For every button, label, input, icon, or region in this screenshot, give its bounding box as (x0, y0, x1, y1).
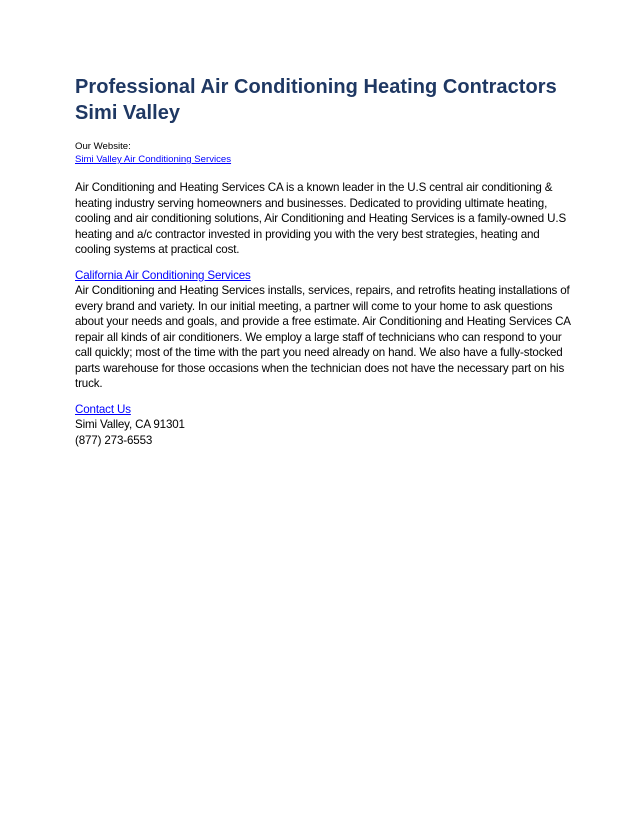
title-line-1: Professional Air Conditioning Heating Contractors (75, 76, 557, 98)
title-line-2: Simi Valley (75, 102, 181, 124)
services-section (75, 268, 575, 392)
contact-us-link[interactable]: Contact Us (75, 402, 131, 416)
intro-paragraph: Air Conditioning and Heating Services CA is a known leader in the U.S central air conditioning & heating industry serving homeowners and businesses. Dedicated to providing ultimate heating, cooling and air conditioning solutions, Air Conditioning and Heating Services is a family-owned U.S heating and a/c contractor invested in providing you with the very best strategies, heating and cooling systems at practical cost. (75, 181, 567, 256)
website-label: Our Website: (75, 141, 131, 152)
california-services-link[interactable]: California Air Conditioning Services (75, 268, 251, 282)
document-page (75, 74, 575, 448)
address-text: Simi Valley, CA 91301 (75, 418, 185, 431)
phone-text: (877) 273-6553 (75, 433, 153, 447)
contact-section (75, 402, 575, 449)
page-title (75, 74, 575, 126)
website-link[interactable]: Simi Valley Air Conditioning Services (75, 154, 232, 165)
services-paragraph: Air Conditioning and Heating Services installs, services, repairs, and retrofits heating installations of every brand and variety. In our initial meeting, a partner will come to your home to ask questions about your needs and goals, and provide a free estimate. Air Conditioning and Heating Services CA repair all kinds of air conditioners. We employ a large staff of technicians who can respond to your call quickly; most of the time with the part you need already on hand. We also have a fully-stocked parts warehouse for those occasions when the technician does not have the necessary part on his truck. (75, 284, 571, 390)
